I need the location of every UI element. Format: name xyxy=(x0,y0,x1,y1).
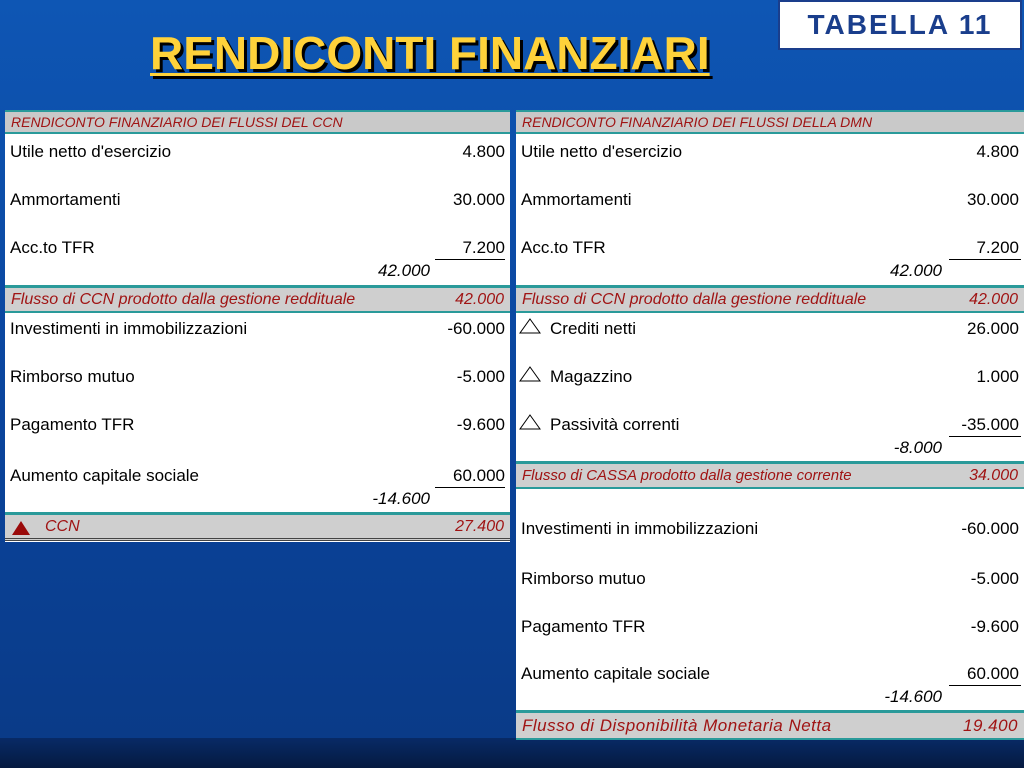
item-label: Utile netto d'esercizio xyxy=(521,142,683,161)
list-item xyxy=(5,465,510,487)
bottom-decoration xyxy=(0,738,1024,768)
item-value: -9.600 xyxy=(970,617,1019,636)
subtotal-row xyxy=(5,261,510,281)
item-label: Investimenti in immobilizzazioni xyxy=(521,519,759,538)
subtotal-value: 42.000 xyxy=(378,261,430,280)
subtotal-row xyxy=(516,261,1024,281)
item-label: Aumento capitale sociale xyxy=(521,664,711,683)
net-flow-value: 19.400 xyxy=(963,715,1018,735)
ccn-total-row xyxy=(5,512,510,541)
item-value: 30.000 xyxy=(967,190,1019,209)
list-item xyxy=(516,141,1024,163)
list-item xyxy=(516,616,1024,638)
page-title: RENDICONTI FINANZIARI xyxy=(150,27,710,79)
item-label: Aumento capitale sociale xyxy=(10,466,200,485)
item-label: Pagamento TFR xyxy=(521,617,646,636)
ccn-value: 27.400 xyxy=(455,517,504,535)
flow-label: Flusso di CCN prodotto dalla gestione reddituale xyxy=(522,290,867,308)
list-item xyxy=(516,189,1024,211)
delta-icon xyxy=(519,414,541,430)
item-value: -5.000 xyxy=(970,569,1019,588)
sum-underline xyxy=(949,685,1021,686)
item-value: -5.000 xyxy=(456,367,505,386)
item-label: Crediti netti xyxy=(550,319,636,338)
subtotal-value: 42.000 xyxy=(890,261,942,280)
item-value: -35.000 xyxy=(961,415,1019,434)
item-value: -9.600 xyxy=(456,415,505,434)
ccn-statement-header: RENDICONTO FINANZIARIO DEI FLUSSI DEL CCN xyxy=(5,110,510,134)
subtotal-row xyxy=(5,489,510,509)
item-label: Rimborso mutuo xyxy=(10,367,135,386)
item-value: 7.200 xyxy=(462,238,505,257)
subtotal-value: -14.600 xyxy=(372,489,430,508)
ccn-statement-panel xyxy=(5,110,510,542)
item-label: Acc.to TFR xyxy=(10,238,95,257)
item-value: 60.000 xyxy=(453,466,505,485)
net-flow-label: Flusso di Disponibilità Monetaria Netta xyxy=(522,715,832,735)
item-value: -60.000 xyxy=(447,319,505,338)
list-item xyxy=(5,414,510,436)
subtotal-row xyxy=(516,687,1024,707)
item-label: Ammortamenti xyxy=(10,190,121,209)
cash-flow-label: Flusso di CASSA prodotto dalla gestione corrente xyxy=(522,467,852,484)
sum-underline xyxy=(435,259,505,260)
sum-underline xyxy=(949,259,1021,260)
list-item xyxy=(516,318,1024,340)
item-value: 1.000 xyxy=(976,367,1019,386)
item-label: Rimborso mutuo xyxy=(521,569,646,588)
list-item xyxy=(516,237,1024,259)
list-item xyxy=(516,518,1024,540)
sum-underline xyxy=(435,487,505,488)
delta-icon xyxy=(519,318,541,334)
item-value: 60.000 xyxy=(967,664,1019,683)
flow-value: 42.000 xyxy=(455,290,504,308)
subtotal-value: -14.600 xyxy=(884,687,942,706)
flow-value: 42.000 xyxy=(969,290,1018,308)
item-value: 30.000 xyxy=(453,190,505,209)
item-value: 26.000 xyxy=(967,319,1019,338)
net-flow-row xyxy=(516,710,1024,740)
item-label: Utile netto d'esercizio xyxy=(10,142,172,161)
item-label: Ammortamenti xyxy=(521,190,632,209)
item-label: Passività correnti xyxy=(550,415,680,434)
list-item xyxy=(516,366,1024,388)
item-value: 4.800 xyxy=(976,142,1019,161)
list-item xyxy=(516,568,1024,590)
flow-label: Flusso di CCN prodotto dalla gestione reddituale xyxy=(11,290,356,308)
item-label: Magazzino xyxy=(550,367,633,386)
dmn-statement-header: RENDICONTO FINANZIARIO DEI FLUSSI DELLA DMN xyxy=(516,110,1024,134)
ccn-label: CCN xyxy=(45,517,80,535)
item-value: 7.200 xyxy=(976,238,1019,257)
list-item xyxy=(5,318,510,340)
subtotal-value: -8.000 xyxy=(893,438,942,457)
list-item xyxy=(5,366,510,388)
list-item xyxy=(5,189,510,211)
cash-flow-row xyxy=(516,461,1024,489)
list-item xyxy=(5,237,510,259)
delta-icon xyxy=(11,520,31,536)
ccn-flow-row xyxy=(5,285,510,313)
ccn-flow-row xyxy=(516,285,1024,313)
item-label: Acc.to TFR xyxy=(521,238,606,257)
item-label: Pagamento TFR xyxy=(10,415,135,434)
cash-flow-value: 34.000 xyxy=(969,466,1018,484)
table-badge: TABELLA 11 xyxy=(778,0,1022,50)
delta-icon xyxy=(519,366,541,382)
list-item xyxy=(5,141,510,163)
list-item xyxy=(516,414,1024,436)
sum-underline xyxy=(949,436,1021,437)
dmn-statement-panel xyxy=(516,110,1024,740)
subtotal-row xyxy=(516,438,1024,458)
item-value: 4.800 xyxy=(462,142,505,161)
list-item xyxy=(516,663,1024,685)
item-value: -60.000 xyxy=(961,519,1019,538)
item-label: Investimenti in immobilizzazioni xyxy=(10,319,248,338)
